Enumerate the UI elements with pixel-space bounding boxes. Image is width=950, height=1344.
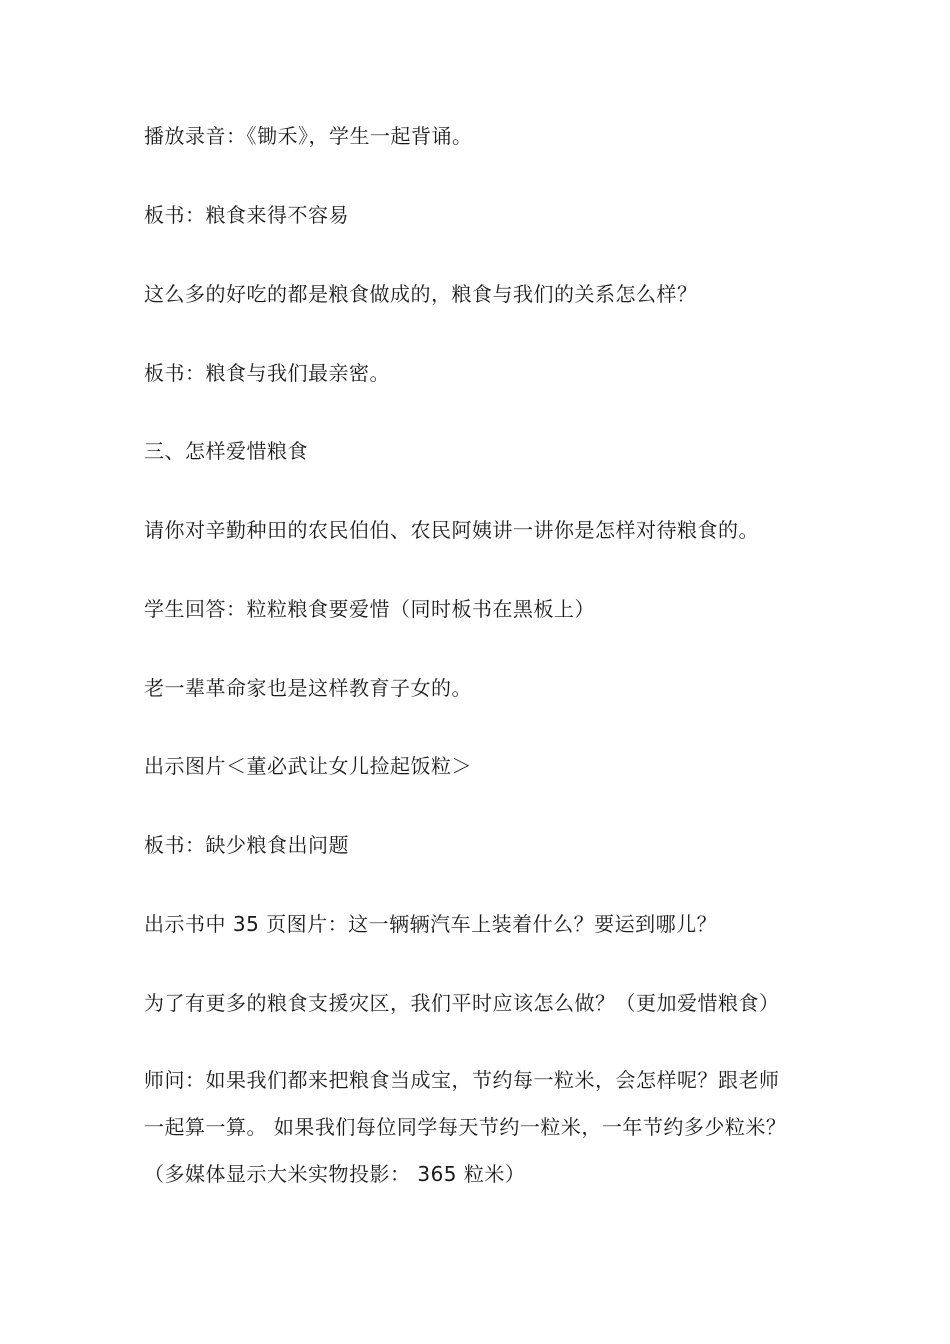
text-line-projection: （多媒体显示大米实物投影： 365 粒米）	[144, 1162, 526, 1186]
text-line-show-picture: 出示图片＜董必武让女儿捡起饭粒＞	[144, 754, 472, 778]
text-line-student-answer: 学生回答：粒粒粮食要爱惜（同时板书在黑板上）	[144, 597, 595, 621]
text-line-teacher-question: 师问：如果我们都来把粮食当成宝，节约每一粒米，会怎样呢？跟老师	[144, 1068, 780, 1092]
text-line-question-relation: 这么多的好吃的都是粮食做成的，粮食与我们的关系怎么样？	[144, 282, 698, 306]
text-line-calculate: 一起算一算。 如果我们每位同学每天节约一粒米，一年节约多少粒米？	[144, 1115, 787, 1139]
text-line-recording: 播放录音：《锄禾》，学生一起背诵。	[144, 124, 473, 148]
text-line-page-35: 出示书中 35 页图片：这一辆辆汽车上装着什么？要运到哪儿？	[144, 912, 718, 936]
text-line-board-1: 板书：粮食来得不容易	[144, 203, 349, 227]
text-line-disaster-relief: 为了有更多的粮食支援灾区，我们平时应该怎么做？（更加爱惜粮食）	[144, 991, 780, 1015]
text-line-board-2: 板书：粮食与我们最亲密。	[144, 361, 390, 385]
text-line-revolutionaries: 老一辈革命家也是这样教育子女的。	[144, 676, 472, 700]
text-line-ask-farmers: 请你对辛勤种田的农民伯伯、农民阿姨讲一讲你是怎样对待粮食的。	[144, 518, 759, 542]
section-heading-3: 三、怎样爱惜粮食	[144, 439, 308, 463]
text-line-board-3: 板书：缺少粮食出问题	[144, 833, 349, 857]
